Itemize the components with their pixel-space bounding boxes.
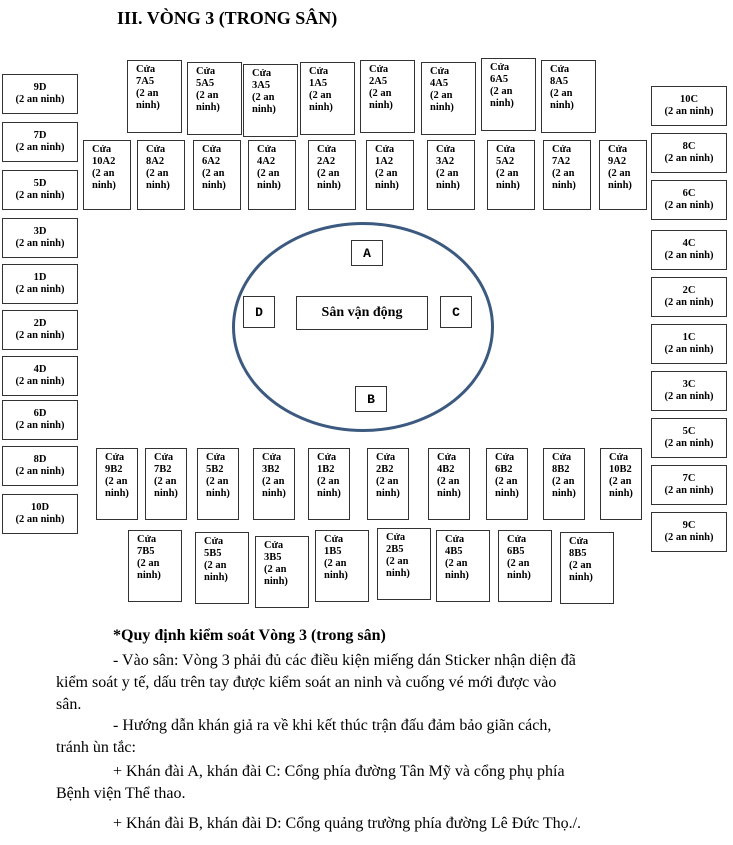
security-count: (2 an ninh)	[15, 514, 65, 525]
gate-box	[255, 536, 309, 608]
side-gate-box	[2, 170, 78, 210]
section-title: III. VÒNG 3 (TRONG SÂN)	[117, 8, 338, 28]
gate-word: Cửa	[92, 144, 112, 155]
security-count: (2 an	[550, 88, 573, 99]
gate-code: 1A2	[375, 156, 394, 167]
side-gate-code: 4C	[682, 238, 696, 249]
side-gate-box	[2, 494, 78, 534]
gate-box	[308, 140, 356, 210]
security-count: (2 an	[262, 476, 285, 487]
gate-box	[428, 448, 470, 520]
gate-word: Cửa	[137, 534, 157, 545]
security-count: ninh)	[206, 488, 230, 499]
security-count: (2 an	[136, 88, 159, 99]
security-count: (2 an	[430, 90, 453, 101]
security-count: (2 an ninh)	[15, 190, 65, 201]
security-count: (2 an	[206, 476, 229, 487]
gate-word: Cửa	[202, 144, 222, 155]
security-count: ninh)	[196, 102, 220, 113]
security-count: ninh)	[137, 570, 161, 581]
rules-exit-line-2: tránh ùn tắc:	[56, 739, 136, 756]
gate-word: Cửa	[252, 68, 272, 79]
security-count: (2 an	[369, 88, 392, 99]
gate-word: Cửa	[204, 536, 224, 547]
security-count: (2 an	[92, 168, 115, 179]
gate-box	[315, 530, 369, 602]
security-count: ninh)	[608, 180, 632, 191]
gate-code: 5B2	[206, 464, 224, 475]
security-count: (2 an	[204, 560, 227, 571]
gate-box	[543, 140, 591, 210]
gate-word: Cửa	[495, 452, 515, 463]
gate-code: 3B5	[264, 552, 282, 563]
security-count: ninh)	[445, 570, 469, 581]
security-count: ninh)	[146, 180, 170, 191]
side-gate-code: 2C	[682, 285, 696, 296]
gate-box	[360, 60, 415, 133]
side-gate-box	[651, 324, 727, 364]
gate-code: 5A2	[496, 156, 515, 167]
gate-word: Cửa	[609, 452, 629, 463]
side-gate-box	[2, 446, 78, 486]
side-gate-code: 10D	[30, 502, 50, 513]
gate-word: Cửa	[105, 452, 125, 463]
security-count: (2 an	[608, 168, 631, 179]
security-count: ninh)	[369, 100, 393, 111]
gate-word: Cửa	[146, 144, 166, 155]
gate-box	[481, 58, 536, 131]
security-count: ninh)	[252, 104, 276, 115]
side-gate-box	[651, 465, 727, 505]
security-count: (2 an ninh)	[664, 250, 714, 261]
gate-word: Cửa	[608, 144, 628, 155]
security-count: (2 an ninh)	[15, 94, 65, 105]
security-count: (2 an	[196, 90, 219, 101]
security-count: (2 an	[137, 558, 160, 569]
gate-word: Cửa	[375, 144, 395, 155]
security-count: ninh)	[495, 488, 519, 499]
gate-code: 9A2	[608, 156, 627, 167]
gate-word: Cửa	[257, 144, 277, 155]
side-gate-box	[651, 86, 727, 126]
gate-code: 6B2	[495, 464, 513, 475]
gate-code: 10B2	[609, 464, 632, 475]
security-count: ninh)	[317, 180, 341, 191]
side-gate-code: 6C	[682, 188, 696, 199]
gate-code: 7B2	[154, 464, 172, 475]
gate-box	[83, 140, 131, 210]
gate-box	[127, 60, 182, 133]
side-gate-box	[651, 133, 727, 173]
gate-word: Cửa	[154, 452, 174, 463]
rules-entry-line-3: sân.	[56, 696, 82, 713]
security-count: ninh)	[436, 180, 460, 191]
gate-word: Cửa	[569, 536, 589, 547]
gate-code: 2B2	[376, 464, 394, 475]
gate-code: 4A5	[430, 78, 449, 89]
security-count: ninh)	[552, 488, 576, 499]
gate-code: 7A2	[552, 156, 571, 167]
gate-word: Cửa	[436, 144, 456, 155]
security-count: ninh)	[386, 568, 410, 579]
side-gate-code: 7C	[682, 473, 696, 484]
gate-box	[377, 528, 431, 600]
gate-code: 2B5	[386, 544, 404, 555]
side-gate-box	[651, 180, 727, 220]
side-gate-box	[2, 218, 78, 258]
security-count: (2 an	[609, 476, 632, 487]
gate-box	[543, 448, 585, 520]
gate-box	[600, 448, 642, 520]
security-count: (2 an	[445, 558, 468, 569]
gate-code: 3A5	[252, 80, 271, 91]
security-count: ninh)	[437, 488, 461, 499]
gate-word: Cửa	[552, 144, 572, 155]
gate-word: Cửa	[437, 452, 457, 463]
gate-box	[486, 448, 528, 520]
gate-box	[421, 62, 476, 135]
security-count: (2 an	[507, 558, 530, 569]
security-count: (2 an ninh)	[664, 391, 714, 402]
gate-box	[487, 140, 535, 210]
side-gate-box	[2, 122, 78, 162]
gate-code: 4B5	[445, 546, 463, 557]
gate-code: 5B5	[204, 548, 222, 559]
gate-box	[427, 140, 475, 210]
side-gate-code: 1C	[682, 332, 696, 343]
security-count: ninh)	[496, 180, 520, 191]
side-gate-box	[2, 310, 78, 350]
security-count: (2 an ninh)	[664, 153, 714, 164]
side-gate-code: 1D	[33, 272, 47, 283]
security-count: (2 an	[317, 476, 340, 487]
gate-code: 8B5	[569, 548, 587, 559]
rules-stand-ac-line-2: Bệnh viện Thể thao.	[56, 785, 186, 802]
stand-d: D	[243, 296, 275, 328]
security-count: ninh)	[317, 488, 341, 499]
side-gate-code: 8C	[682, 141, 696, 152]
gate-word: Cửa	[490, 62, 510, 73]
stand-b: B	[355, 386, 387, 412]
security-count: (2 an	[386, 556, 409, 567]
gate-word: Cửa	[317, 452, 337, 463]
security-count: (2 an	[154, 476, 177, 487]
security-count: (2 an	[146, 168, 169, 179]
gate-word: Cửa	[206, 452, 226, 463]
gate-box	[96, 448, 138, 520]
gate-box	[195, 532, 249, 604]
security-count: (2 an ninh)	[664, 532, 714, 543]
gate-box	[187, 62, 242, 135]
security-count: (2 an ninh)	[664, 106, 714, 117]
side-gate-code: 8D	[33, 454, 47, 465]
stand-a: A	[351, 240, 383, 266]
security-count: (2 an	[317, 168, 340, 179]
security-count: (2 an ninh)	[664, 438, 714, 449]
security-count: ninh)	[569, 572, 593, 583]
gate-code: 6A5	[490, 74, 509, 85]
security-count: ninh)	[490, 98, 514, 109]
gate-code: 4A2	[257, 156, 276, 167]
security-count: (2 an	[437, 476, 460, 487]
side-gate-box	[2, 356, 78, 396]
security-count: ninh)	[262, 488, 286, 499]
security-count: (2 an	[309, 90, 332, 101]
gate-box	[300, 62, 355, 135]
gate-word: Cửa	[376, 452, 396, 463]
side-gate-code: 5C	[682, 426, 696, 437]
gate-word: Cửa	[309, 66, 329, 77]
security-count: ninh)	[264, 576, 288, 587]
security-count: (2 an	[375, 168, 398, 179]
security-count: (2 an	[252, 92, 275, 103]
gate-word: Cửa	[386, 532, 406, 543]
security-count: (2 an ninh)	[15, 466, 65, 477]
rules-stand-ac-line-1: + Khán đài A, khán đài C: Cổng phía đường Tân Mỹ và cổng phụ phía	[113, 763, 565, 780]
security-count: ninh)	[154, 488, 178, 499]
gate-word: Cửa	[264, 540, 284, 551]
security-count: ninh)	[324, 570, 348, 581]
gate-code: 7A5	[136, 76, 155, 87]
gate-code: 2A5	[369, 76, 388, 87]
gate-code: 6A2	[202, 156, 221, 167]
security-count: (2 an ninh)	[15, 376, 65, 387]
gate-code: 10A2	[92, 156, 116, 167]
rules-exit-line-1: - Hướng dẫn khán giả ra về khi kết thúc trận đấu đảm bảo giãn cách,	[113, 717, 552, 734]
gate-word: Cửa	[324, 534, 344, 545]
security-count: ninh)	[257, 180, 281, 191]
security-count: (2 an	[495, 476, 518, 487]
security-count: (2 an ninh)	[664, 344, 714, 355]
side-gate-code: 10C	[679, 94, 699, 105]
security-count: ninh)	[204, 572, 228, 583]
gate-word: Cửa	[507, 534, 527, 545]
security-count: (2 an ninh)	[15, 142, 65, 153]
gate-code: 6B5	[507, 546, 525, 557]
security-count: (2 an	[436, 168, 459, 179]
gate-box	[253, 448, 295, 520]
security-count: ninh)	[430, 102, 454, 113]
gate-code: 7B5	[137, 546, 155, 557]
security-count: (2 an	[202, 168, 225, 179]
gate-word: Cửa	[496, 144, 516, 155]
gate-word: Cửa	[136, 64, 156, 75]
security-count: (2 an	[264, 564, 287, 575]
gate-box	[137, 140, 185, 210]
security-count: (2 an	[552, 476, 575, 487]
gate-code: 8A2	[146, 156, 165, 167]
side-gate-box	[651, 371, 727, 411]
side-gate-code: 7D	[33, 130, 47, 141]
side-gate-box	[2, 400, 78, 440]
security-count: ninh)	[552, 180, 576, 191]
gate-box	[243, 64, 298, 137]
security-count: ninh)	[376, 488, 400, 499]
gate-word: Cửa	[430, 66, 450, 77]
security-count: ninh)	[309, 102, 333, 113]
gate-code: 1B2	[317, 464, 335, 475]
gate-box	[367, 448, 409, 520]
rules-entry-line-1: - Vào sân: Vòng 3 phải đủ các điều kiện miếng dán Sticker nhận diện đã	[113, 652, 576, 669]
security-count: (2 an	[105, 476, 128, 487]
security-count: (2 an ninh)	[664, 485, 714, 496]
gate-code: 1A5	[309, 78, 328, 89]
gate-box	[436, 530, 490, 602]
gate-word: Cửa	[317, 144, 337, 155]
gate-code: 1B5	[324, 546, 342, 557]
gate-code: 9B2	[105, 464, 123, 475]
side-gate-code: 9D	[33, 82, 47, 93]
gate-box	[498, 530, 552, 602]
security-count: ninh)	[609, 488, 633, 499]
gate-box	[366, 140, 414, 210]
gate-box	[128, 530, 182, 602]
security-count: (2 an	[324, 558, 347, 569]
side-gate-box	[651, 230, 727, 270]
security-count: ninh)	[375, 180, 399, 191]
security-count: ninh)	[507, 570, 531, 581]
gate-code: 3B2	[262, 464, 280, 475]
security-count: ninh)	[105, 488, 129, 499]
side-gate-box	[2, 74, 78, 114]
gate-word: Cửa	[550, 64, 570, 75]
side-gate-code: 3C	[682, 379, 696, 390]
stand-c: C	[440, 296, 472, 328]
side-gate-box	[2, 264, 78, 304]
security-count: (2 an	[376, 476, 399, 487]
gate-word: Cửa	[445, 534, 465, 545]
security-count: (2 an ninh)	[664, 297, 714, 308]
gate-box	[308, 448, 350, 520]
gate-code: 5A5	[196, 78, 215, 89]
stadium-field-label: Sân vận động	[296, 296, 428, 330]
security-count: ninh)	[550, 100, 574, 111]
gate-box	[599, 140, 647, 210]
gate-box	[193, 140, 241, 210]
security-count: (2 an	[552, 168, 575, 179]
gate-box	[541, 60, 596, 133]
side-gate-code: 9C	[682, 520, 696, 531]
security-count: ninh)	[202, 180, 226, 191]
security-count: (2 an ninh)	[15, 330, 65, 341]
gate-word: Cửa	[262, 452, 282, 463]
gate-box	[248, 140, 296, 210]
side-gate-box	[651, 418, 727, 458]
gate-code: 3A2	[436, 156, 455, 167]
gate-box	[560, 532, 614, 604]
rules-stand-bd-line: + Khán đài B, khán đài D: Cổng quảng trường phía đường Lê Đức Thọ./.	[113, 815, 582, 832]
side-gate-code: 6D	[33, 408, 47, 419]
security-count: (2 an	[569, 560, 592, 571]
rules-heading: *Quy định kiểm soát Vòng 3 (trong sân)	[113, 627, 386, 644]
rules-entry-line-2: kiểm soát y tế, dấu trên tay được kiểm soát an ninh và cuống vé mới được vào	[56, 674, 557, 691]
gate-box	[197, 448, 239, 520]
gate-code: 4B2	[437, 464, 455, 475]
side-gate-code: 2D	[33, 318, 47, 329]
security-count: (2 an	[496, 168, 519, 179]
security-count: (2 an ninh)	[15, 284, 65, 295]
gate-code: 8B2	[552, 464, 570, 475]
side-gate-code: 3D	[33, 226, 47, 237]
security-count: ninh)	[136, 100, 160, 111]
side-gate-code: 4D	[33, 364, 47, 375]
security-count: ninh)	[92, 180, 116, 191]
gate-word: Cửa	[369, 64, 389, 75]
security-count: (2 an ninh)	[15, 420, 65, 431]
gate-code: 8A5	[550, 76, 569, 87]
side-gate-box	[651, 512, 727, 552]
security-count: (2 an	[490, 86, 513, 97]
security-count: (2 an	[257, 168, 280, 179]
gate-box	[145, 448, 187, 520]
security-count: (2 an ninh)	[15, 238, 65, 249]
gate-code: 2A2	[317, 156, 336, 167]
side-gate-box	[651, 277, 727, 317]
gate-word: Cửa	[196, 66, 216, 77]
gate-word: Cửa	[552, 452, 572, 463]
security-count: (2 an ninh)	[664, 200, 714, 211]
side-gate-code: 5D	[33, 178, 47, 189]
